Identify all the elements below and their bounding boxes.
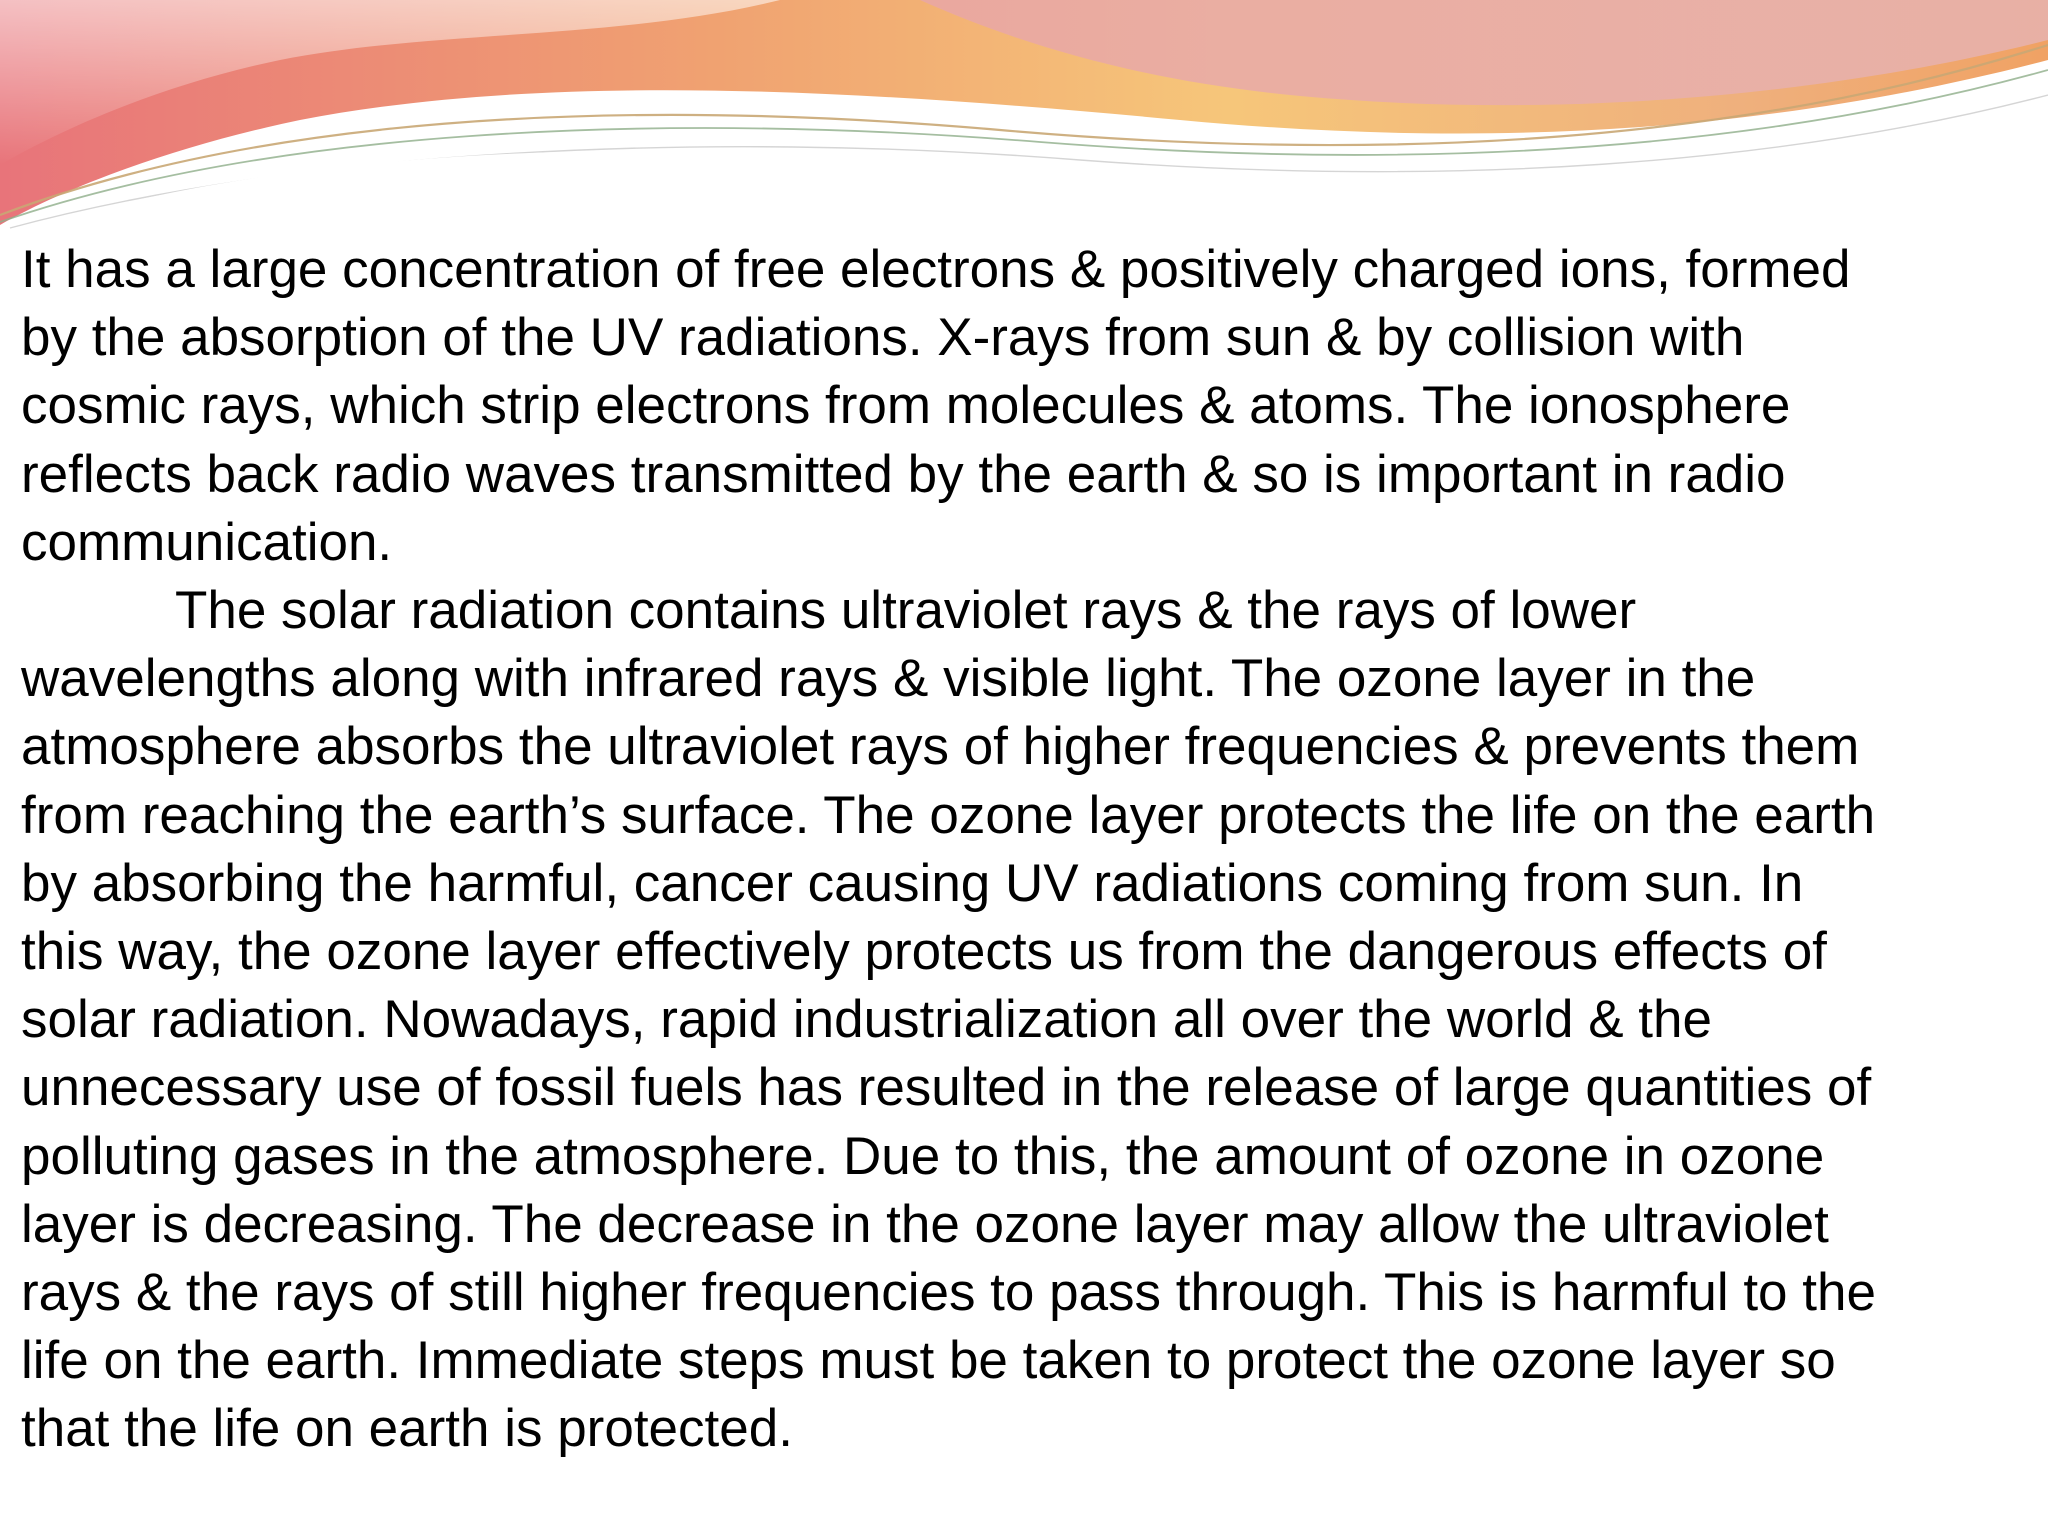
text-line: this way, the ozone layer effectively protects us from the dangerous effects of [21, 922, 1827, 982]
text-line: by absorbing the harmful, cancer causing UV radiations coming from sun. In [21, 853, 1804, 913]
text-line: solar radiation. Nowadays, rapid industrialization all over the world & the [21, 990, 1712, 1050]
text-line: communication. [21, 512, 393, 572]
text-line: wavelengths along with infrared rays & visible light. The ozone layer in the [21, 649, 1756, 709]
text-line: rays & the rays of still higher frequencies to pass through. This is harmful to the [21, 1263, 1876, 1323]
text-line: The solar radiation contains ultraviolet rays & the rays of lower [175, 581, 1637, 641]
text-line: polluting gases in the atmosphere. Due to this, the amount of ozone in ozone [21, 1126, 1825, 1186]
text-line: that the life on earth is protected. [21, 1399, 793, 1459]
text-line: cosmic rays, which strip electrons from molecules & atoms. The ionosphere [21, 376, 1791, 436]
text-line: atmosphere absorbs the ultraviolet rays of higher frequencies & prevents them [21, 717, 1860, 777]
text-line: It has a large concentration of free electrons & positively charged ions, formed [21, 240, 1851, 299]
text-line: reflects back radio waves transmitted by the earth & so is important in radio [21, 444, 1786, 504]
text-line: unnecessary use of fossil fuels has resulted in the release of large quantities of [21, 1058, 1872, 1118]
text-line: layer is decreasing. The decrease in the ozone layer may allow the ultraviolet [21, 1194, 1829, 1254]
slide-body-text [21, 236, 2031, 1464]
text-line: from reaching the earth’s surface. The ozone layer protects the life on the earth [21, 785, 1876, 845]
text-line: by the absorption of the UV radiations. X-rays from sun & by collision with [21, 308, 1745, 368]
text-line: life on the earth. Immediate steps must be taken to protect the ozone layer so [21, 1331, 1836, 1391]
